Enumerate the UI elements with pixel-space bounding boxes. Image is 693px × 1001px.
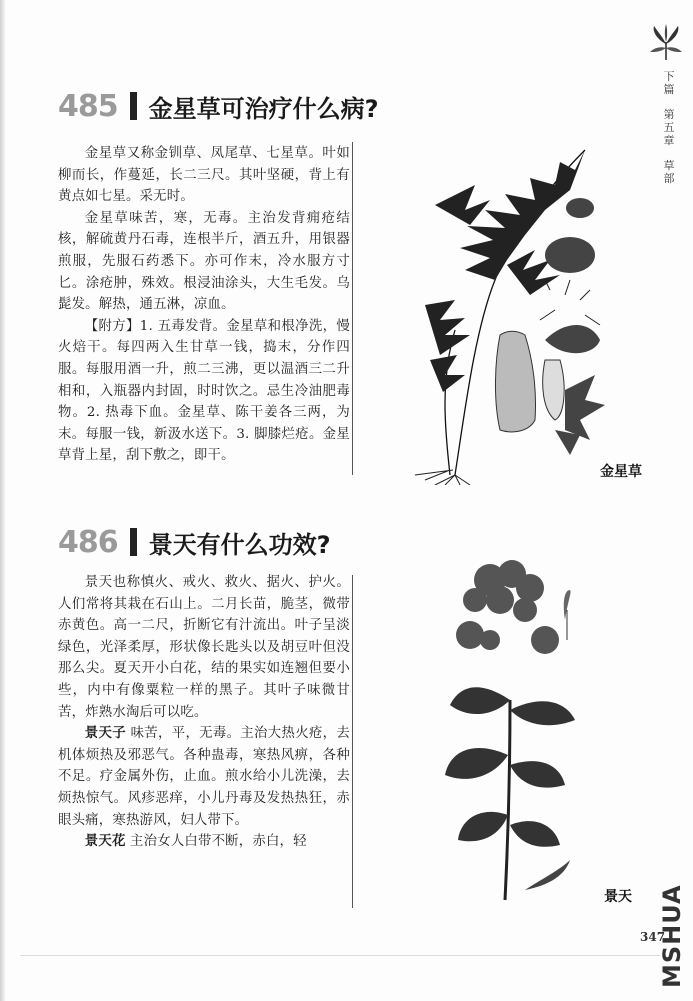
plant-logo-icon [648, 22, 684, 62]
header-char: 部 [663, 172, 675, 185]
watermark [652, 880, 688, 990]
section-486-body [58, 572, 350, 853]
footer-rule [20, 955, 660, 956]
header-char: 下 [663, 70, 675, 83]
question-title: 金星草可治疗什么病? [148, 94, 379, 123]
question-number: 486 [58, 524, 118, 560]
title-bar [130, 528, 137, 556]
jinxingcao-illustration [395, 130, 620, 485]
paragraph: 【附方】1. 五毒发背。金星草和根净洗，慢火焙干。每四两入生甘草一钱，捣末，分作四服。每服用酒一升，煎二三沸，更以温酒三二升相和，入瓶器内封固，时时饮之。忌生冷油肥毒物。2. 热毒下血。金星草、陈干姜各三两，为末。每服一钱，新汲水送下。3. 脚膝烂疮。金星草背上星，刮下敷之，即干。 [58, 318, 350, 464]
header-char: 第 [663, 108, 675, 121]
watermark-text: MSHUA [658, 884, 686, 988]
question-number: 485 [58, 88, 118, 124]
image-caption: 景天 [604, 889, 632, 905]
entry-text: 主治女人白带不断，赤白，轻 [130, 834, 307, 850]
section-485-heading [58, 86, 379, 126]
section-485-body [58, 143, 350, 467]
paragraph: 金星草又称金钏草、凤尾草、七星草。叶如柳而长，作蔓延，长二三尺。其叶坚硬，背上有黄点如七星。采无时。 [58, 146, 350, 205]
entry-term: 景天子 [84, 725, 126, 742]
question-title: 景天有什么功效? [148, 530, 331, 559]
title-bar [130, 92, 137, 120]
entry-text: 味苦，平，无毒。主治大热火疮，去机体烦热及邪恶气。各种蛊毒，寒热风痹，各种不足。疗金属外伤，止血。煎水给小儿洗澡，去烦热惊气。风疹恶痒，小儿丹毒及发热热狂，赤眼头痛，寒热游风，妇人带下。 [58, 726, 350, 828]
entry-paragraph [58, 723, 350, 831]
header-char: 草 [663, 159, 675, 172]
jingtian-illustration [430, 560, 600, 905]
header-char: 篇 [663, 83, 675, 96]
running-header [662, 70, 676, 185]
section-486-heading [58, 522, 331, 562]
entry-term: 景天花 [84, 833, 126, 850]
paragraph: 景天也称慎火、戒火、救火、据火、护火。人们常将其栽在石山上。二月长苗，脆茎，微带赤黄色。高一二尺，折断它有汁流出。叶子呈淡绿色，光泽柔厚，形状像长匙头以及胡豆叶但没那么尖。夏天开小白花，结的果实如连翘但要小些，内中有像粟粒一样的黑子。其叶子味微甘苦，炸熟水淘后可以吃。 [58, 575, 350, 720]
page-gutter-shadow [0, 0, 6, 1001]
entry-paragraph [58, 831, 350, 853]
header-char: 五 [663, 121, 675, 134]
paragraph: 金星草味苦，寒，无毒。主治发背痈疮结核，解硫黄丹石毒，连根半斤，酒五升，用银器煎服，先服石药悉下。亦可作末，冷水服方寸匕。涂疮肿，殊效。根浸油涂头，大生毛发。乌髭发。解热，通五淋，凉血。 [58, 210, 350, 313]
column-rule [352, 142, 353, 475]
image-caption: 金星草 [600, 464, 642, 480]
column-rule [352, 575, 353, 908]
header-char: 章 [663, 134, 675, 147]
page-number: 347 [640, 930, 666, 944]
